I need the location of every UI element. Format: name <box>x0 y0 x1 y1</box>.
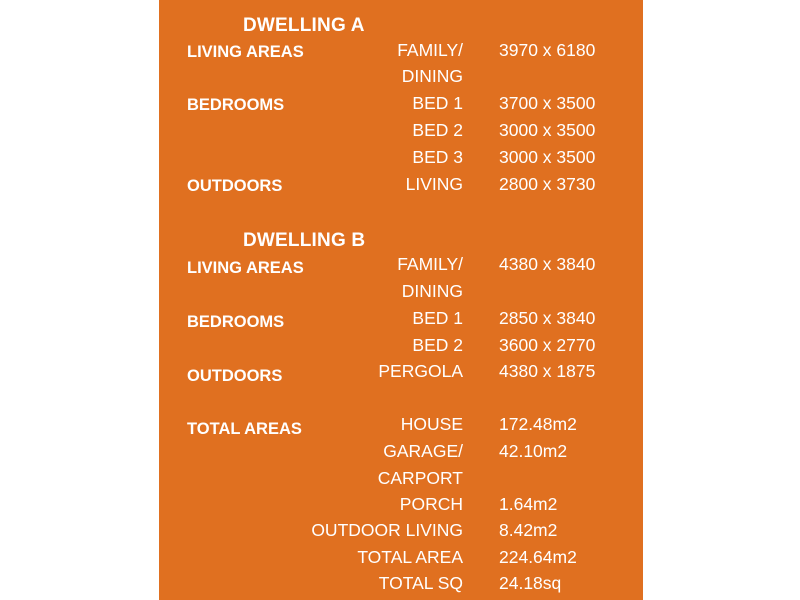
total-area-item-size: 24.18sq <box>499 573 562 593</box>
dwelling-a-outdoors-label: OUTDOORS <box>187 177 283 195</box>
total-area-item-size: 224.64m2 <box>499 547 577 567</box>
area-schedule-panel: DWELLING A LIVING AREAS FAMILY/ DINING 3970 x 6180 BEDROOMS BED 1 3700 x 3500 BED 2 3000 x 3500 BED 3 3000 x 3500 OUTDOORS LIVING 2800 x 3730 DWELLING B LIVING AREAS FAMILY/ DINING 4380 x 3840 BEDROOMS BED 1 2850 x 3840 BED 2 3600 x 2770 OUTDOORS PERGOLA 4380 x 1875 TOTAL AREAS HOUSE 172.48m2 GARAGE/ CARPORT 42.10m2 PORCH 1.64m2 OUTDOOR LIVING 8.42m2 TOTAL AREA 224.64m2 TOTAL SQ 24.18sq <box>159 0 643 600</box>
total-areas-label: TOTAL AREAS <box>187 420 302 438</box>
dwelling-a-bed-size: 3700 x 3500 <box>499 93 596 113</box>
dwelling-a-living-size: 3970 x 6180 <box>499 40 596 60</box>
dwelling-a-title: DWELLING A <box>243 15 365 36</box>
total-area-item-size: 42.10m2 <box>499 441 568 461</box>
dwelling-b-bed-size: 2850 x 3840 <box>499 308 596 328</box>
dwelling-a-bed-size: 3000 x 3500 <box>499 120 596 140</box>
dwelling-a-bed-size: 3000 x 3500 <box>499 147 596 167</box>
dwelling-b-bed-size: 3600 x 2770 <box>499 335 596 355</box>
total-area-item-size: 8.42m2 <box>499 520 558 540</box>
total-area-item-size: 172.48m2 <box>499 414 577 434</box>
total-area-item-size: 1.64m2 <box>499 494 558 514</box>
dwelling-b-living-areas-label: LIVING AREAS <box>187 259 304 277</box>
dwelling-a-living-areas-label: LIVING AREAS <box>187 43 304 61</box>
dwelling-b-bedrooms-label: BEDROOMS <box>187 313 285 331</box>
dwelling-b-living-size: 4380 x 3840 <box>499 254 596 274</box>
dwelling-a-outdoors-size: 2800 x 3730 <box>499 174 596 194</box>
dwelling-b-outdoors-label: OUTDOORS <box>187 367 283 385</box>
dwelling-b-outdoors-size: 4380 x 1875 <box>499 361 596 381</box>
dwelling-b-title: DWELLING B <box>243 230 366 251</box>
dwelling-a-bedrooms-label: BEDROOMS <box>187 96 285 114</box>
